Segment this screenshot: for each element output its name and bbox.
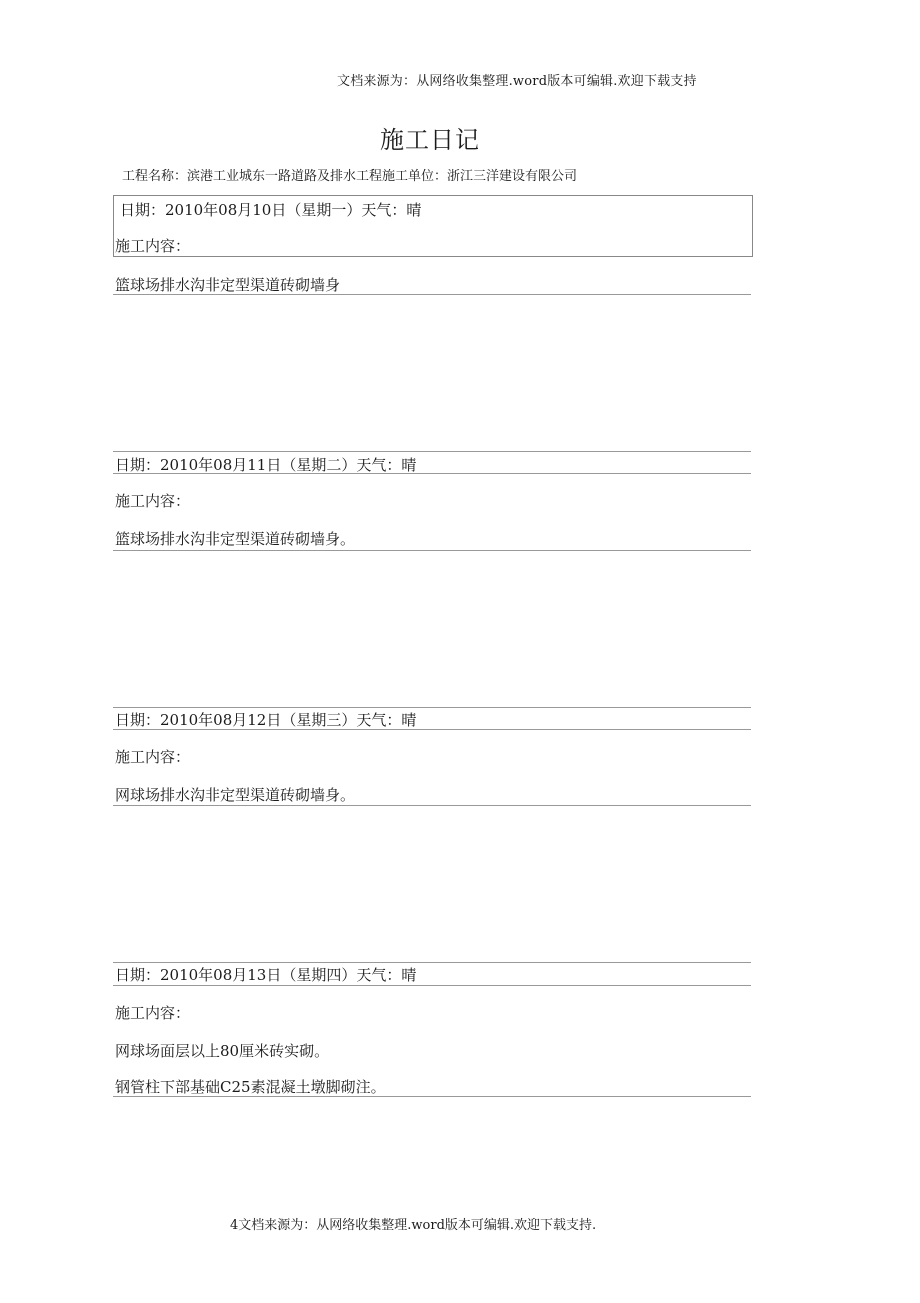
footer-note: 4文档来源为：从网络收集整理.word版本可编辑.欢迎下载支持. bbox=[230, 1218, 597, 1233]
entry-3-content-label: 施工内容： bbox=[115, 748, 191, 766]
entry-4-date: 日期：2010年08月13日（星期四）天气：晴 bbox=[115, 966, 417, 984]
entry-4-top-rule bbox=[113, 962, 751, 963]
entry-2-date-rule bbox=[113, 473, 751, 474]
entry-2-divider bbox=[113, 550, 751, 551]
header-note: 文档来源为：从网络收集整理.word版本可编辑.欢迎下载支持 bbox=[337, 74, 697, 89]
entry-3-content-line-1: 网球场排水沟非定型渠道砖砌墙身。 bbox=[115, 786, 356, 804]
entry-3-date-rule bbox=[113, 729, 751, 730]
entry-3-divider bbox=[113, 805, 751, 806]
entry-1-content-line-1: 篮球场排水沟非定型渠道砖砌墙身 bbox=[115, 276, 341, 294]
entry-3-date: 日期：2010年08月12日（星期三）天气：晴 bbox=[115, 711, 417, 729]
entry-4-date-rule bbox=[113, 985, 751, 986]
page-title: 施工日记 bbox=[380, 126, 480, 154]
entry-4-content-label: 施工内容： bbox=[115, 1004, 191, 1022]
project-line: 工程名称：滨港工业城东一路道路及排水工程施工单位：浙江三洋建设有限公司 bbox=[122, 169, 578, 184]
entry-4-content-line-1: 网球场面层以上80厘米砖实砌。 bbox=[115, 1042, 330, 1060]
entry-1-date: 日期：2010年08月10日（星期一）天气：晴 bbox=[120, 201, 422, 219]
entry-4-content-line-2: 钢管柱下部基础C25素混凝土墩脚砌注。 bbox=[115, 1078, 386, 1096]
entry-1-content-label: 施工内容： bbox=[115, 237, 191, 255]
entry-2-date: 日期：2010年08月11日（星期二）天气：晴 bbox=[115, 456, 417, 474]
entry-2-content-label: 施工内容： bbox=[115, 492, 191, 510]
entry-2-top-rule bbox=[113, 451, 751, 452]
entry-1-divider bbox=[113, 294, 751, 295]
entry-2-content-line-1: 篮球场排水沟非定型渠道砖砌墙身。 bbox=[115, 530, 356, 548]
entry-3-top-rule bbox=[113, 707, 751, 708]
entry-4-divider bbox=[113, 1096, 751, 1097]
